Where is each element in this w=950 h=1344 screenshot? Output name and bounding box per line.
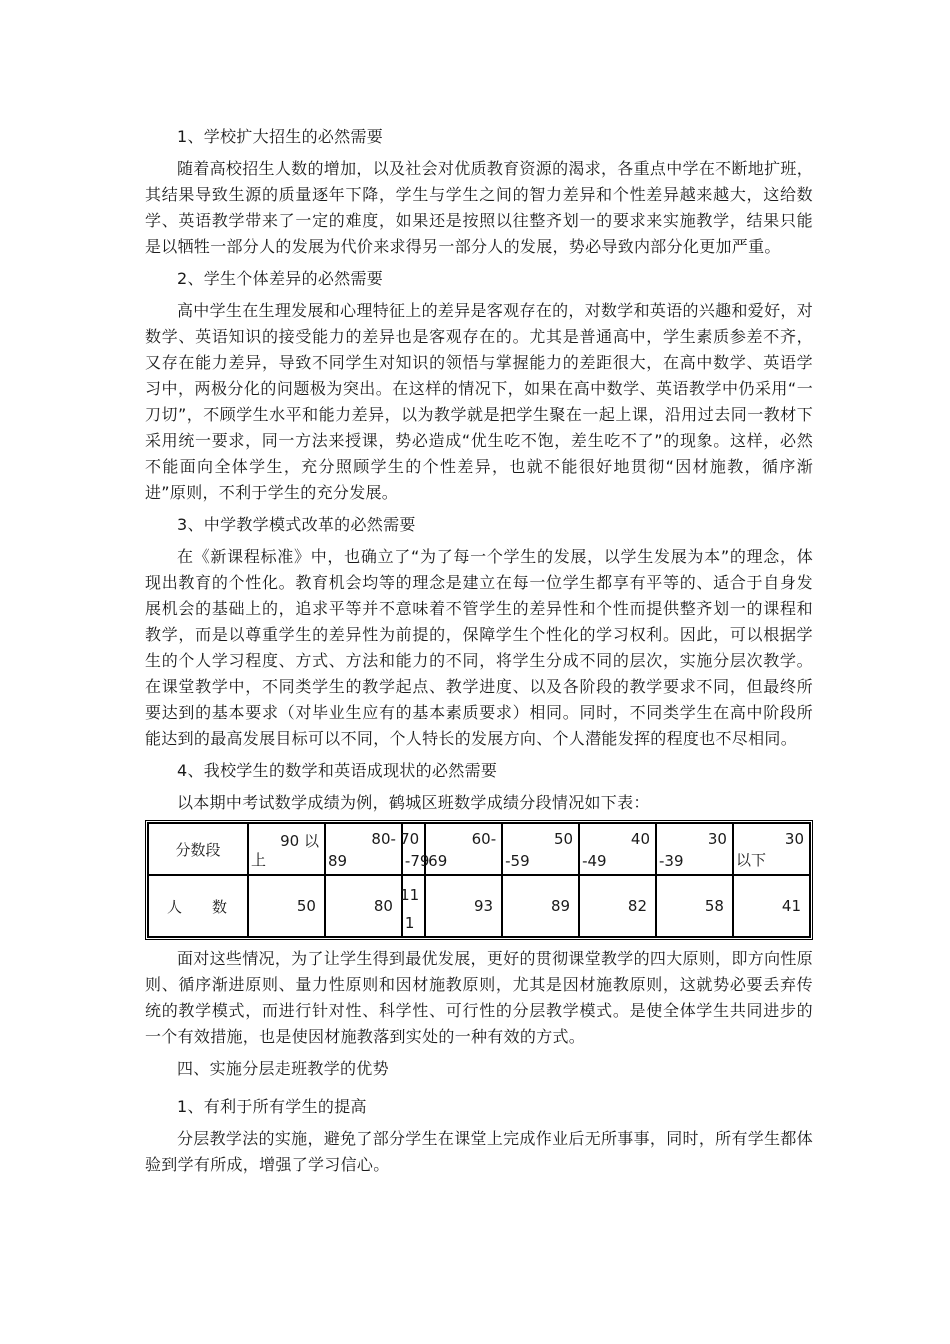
count-cell: 41: [733, 875, 810, 937]
count-cell: 93: [425, 875, 502, 937]
count-cell: 82: [579, 875, 656, 937]
band-top: 30: [784, 830, 804, 848]
table-intro: 以本期中考试数学成绩为例，鹤城区班数学成绩分段情况如下表：: [177, 793, 650, 812]
band-bottom: 以下: [735, 851, 766, 869]
band-bottom: -79: [404, 852, 430, 870]
band-top: 30: [707, 830, 727, 848]
count-label-a: 人: [166, 897, 184, 916]
section-1-heading: 1、学校扩大招生的必然需要: [177, 127, 384, 146]
part-4-subheading: 1、有利于所有学生的提高: [177, 1097, 367, 1116]
count-cell-wrapped: [402, 875, 425, 937]
band-cell: [579, 823, 656, 875]
section-4-heading: 4、我校学生的数学和英语成现状的必然需要: [177, 761, 498, 780]
band-cell: [425, 823, 502, 875]
band-cell: [502, 823, 579, 875]
count-top: 11: [400, 886, 420, 904]
band-bottom: -59: [505, 852, 530, 870]
count-cell: 58: [656, 875, 733, 937]
band-cell: [733, 823, 810, 875]
part-4-body: 分层教学法的实施，避免了部分学生在课堂上完成作业后无所事事，同时，所有学生都体验到学有所成，增强了学习信心。: [145, 1129, 813, 1174]
band-cell: [400, 823, 430, 875]
document-page: [145, 118, 813, 1178]
table-count-row: [148, 875, 810, 937]
band-top: 60-: [471, 830, 497, 848]
section-2-body: 高中学生在生理发展和心理特征上的差异是客观存在的，对数学和英语的兴趣和爱好，对数学、英语知识的接受能力的差异也是客观存在的。尤其是普通高中，学生素质参差不齐，又存在能力差异，导致不同学生对知识的领悟与掌握能力的差距很大，在高中数学、英语学习中，两极分化的问题极为突出。在这样的情况下，如果在高中数学、英语教学中仍采用“一刀切”，不顾学生水平和能力差异，以为教学就是把学生聚在一起上课，沿用过去同一教材下采用统一要求，同一方法来授课，势必造成“优生吃不饱，差生吃不了”的现象。这样，必然不能面向全体学生，充分照顾学生的个性差异，也就不能很好地贯彻“因材施教，循序渐进”原则，不利于学生的充分发展。: [145, 301, 813, 502]
count-wrap: 1: [404, 914, 415, 932]
count-cell: 80: [325, 875, 402, 937]
section-2-heading: 2、学生个体差异的必然需要: [177, 269, 384, 288]
band-top: 50: [553, 830, 574, 848]
band-cell: [656, 823, 733, 875]
band-top: 70: [400, 830, 420, 848]
section-3-heading: 3、中学教学模式改革的必然需要: [177, 515, 416, 534]
band-bottom: -49: [582, 852, 607, 870]
band-top: 90 以: [280, 832, 319, 850]
band-top: 80-: [371, 830, 396, 848]
band-bottom: 69: [428, 852, 448, 870]
table-header-row: [148, 823, 810, 875]
band-top: 40: [630, 830, 651, 848]
band-bottom: 上: [251, 851, 267, 869]
count-cell: 50: [248, 875, 325, 937]
part-4-heading: 四、实施分层走班教学的优势: [177, 1059, 389, 1078]
after-table-paragraph: 面对这些情况，为了让学生得到最优发展，更好的贯彻课堂教学的四大原则，即方向性原则、循序渐进原则、量力性原则和因材施教原则，尤其是因材施教原则，这就势必要丢弃传统的教学模式，而进行针对性、科学性、可行性的分层教学模式。是使全体学生共同进步的一个有效措施，也是使因材施教落到实处的一种有效的方式。: [145, 949, 813, 1046]
band-bottom: 89: [327, 852, 348, 870]
score-distribution-table: [145, 820, 813, 940]
count-cell: 89: [502, 875, 579, 937]
section-3-body: 在《新课程标准》中，也确立了“为了每一个学生的发展，以学生发展为本”的理念，体现出教育的个性化。教育机会均等的理念是建立在每一位学生都享有平等的、适合于自身发展机会的基础上的，追求平等并不意味着不管学生的差异性和个性而提供整齐划一的课程和教学，而是以尊重学生的差异性为前提的，保障学生个性化的学习权利。因此，可以根据学生的个人学习程度、方式、方法和能力的不同，将学生分成不同的层次，实施分层次教学。在课堂教学中，不同类学生的教学起点、教学进度、以及各阶段的教学要求不同，但最终所要达到的基本要求（对毕业生应有的基本素质要求）相同。同时，不同类学生在高中阶段所能达到的最高发展目标可以不同，个人特长的发展方向、个人潜能发挥的程度也不尽相同。: [145, 547, 813, 748]
count-label-b: 数: [212, 897, 230, 916]
header-label: 分数段: [148, 823, 248, 875]
band-cell: [325, 823, 402, 875]
band-cell: [248, 823, 325, 875]
section-1-body: 随着高校招生人数的增加，以及社会对优质教育资源的渴求，各重点中学在不断地扩班，其结果导致生源的质量逐年下降，学生与学生之间的智力差异和个性差异越来越大，这给数学、英语教学带来了一定的难度，如果还是按照以往整齐划一的要求来实施教学，结果只能是以牺牲一部分人的发展为代价来求得另一部分人的发展，势必导致内部分化更加严重。: [145, 159, 813, 256]
count-label: [148, 875, 248, 937]
band-bottom: -39: [659, 852, 684, 870]
